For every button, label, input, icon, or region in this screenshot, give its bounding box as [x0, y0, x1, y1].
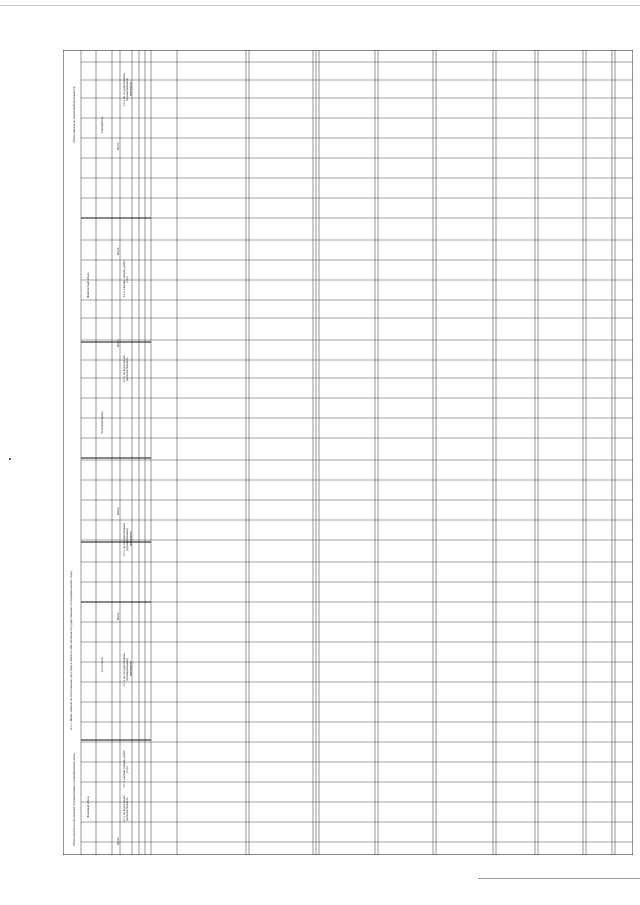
col-total-1: Всего	[116, 837, 120, 845]
col-total-2: Всего	[116, 612, 120, 620]
right-block-title: Объем закупок по закупочной деятельности	[72, 86, 76, 144]
sub-label-kvr-2: в т.ч. по кодам видов расходов бюджета	[122, 354, 130, 383]
group-including: в том числе	[100, 657, 104, 673]
group-planned: Плановый объем	[86, 796, 90, 819]
col-total-5: Всего	[116, 247, 120, 255]
sub-label-kvr: в т.ч. по кодам видов расходов бюджета	[122, 794, 130, 823]
col-total-6: Всего	[116, 142, 120, 150]
rotated-table-sheet	[63, 50, 633, 855]
table-grid	[63, 50, 633, 855]
sub-label-procurement: в т.ч. закупки товаров, работ, услуг	[122, 749, 130, 788]
sub-label-procurement-2: в т.ч. закупки товаров, работ, услуг	[122, 259, 130, 298]
page-bottom-rule	[478, 878, 640, 879]
left-block-title: Объем средств на обеспечение государственных (муниципальных) нужд	[72, 753, 76, 847]
scan-speck	[9, 458, 11, 460]
sub-label-contracts-2: в т.ч. по государственным (муниципальным) контрактам	[122, 521, 133, 556]
table-caption: 8.1.1. Иные данные по исполнению реестров в области обеспечения государственных и муниципальных нужд	[69, 570, 73, 730]
group-reporting-period: Отчетный период	[100, 411, 104, 434]
sub-label-contracts-3: в т.ч. по государственным (муниципальным) контрактам	[122, 71, 133, 106]
group-current-year: Текущий год	[100, 116, 104, 134]
group-actual: Фактический объем	[86, 272, 90, 298]
col-total-4: Всего	[116, 339, 120, 347]
sub-label-contracts-1: в т.ч. по государственным (муниципальным) контрактам	[122, 651, 133, 686]
page-top-rule	[0, 5, 640, 6]
col-total-3: Всего	[116, 507, 120, 515]
